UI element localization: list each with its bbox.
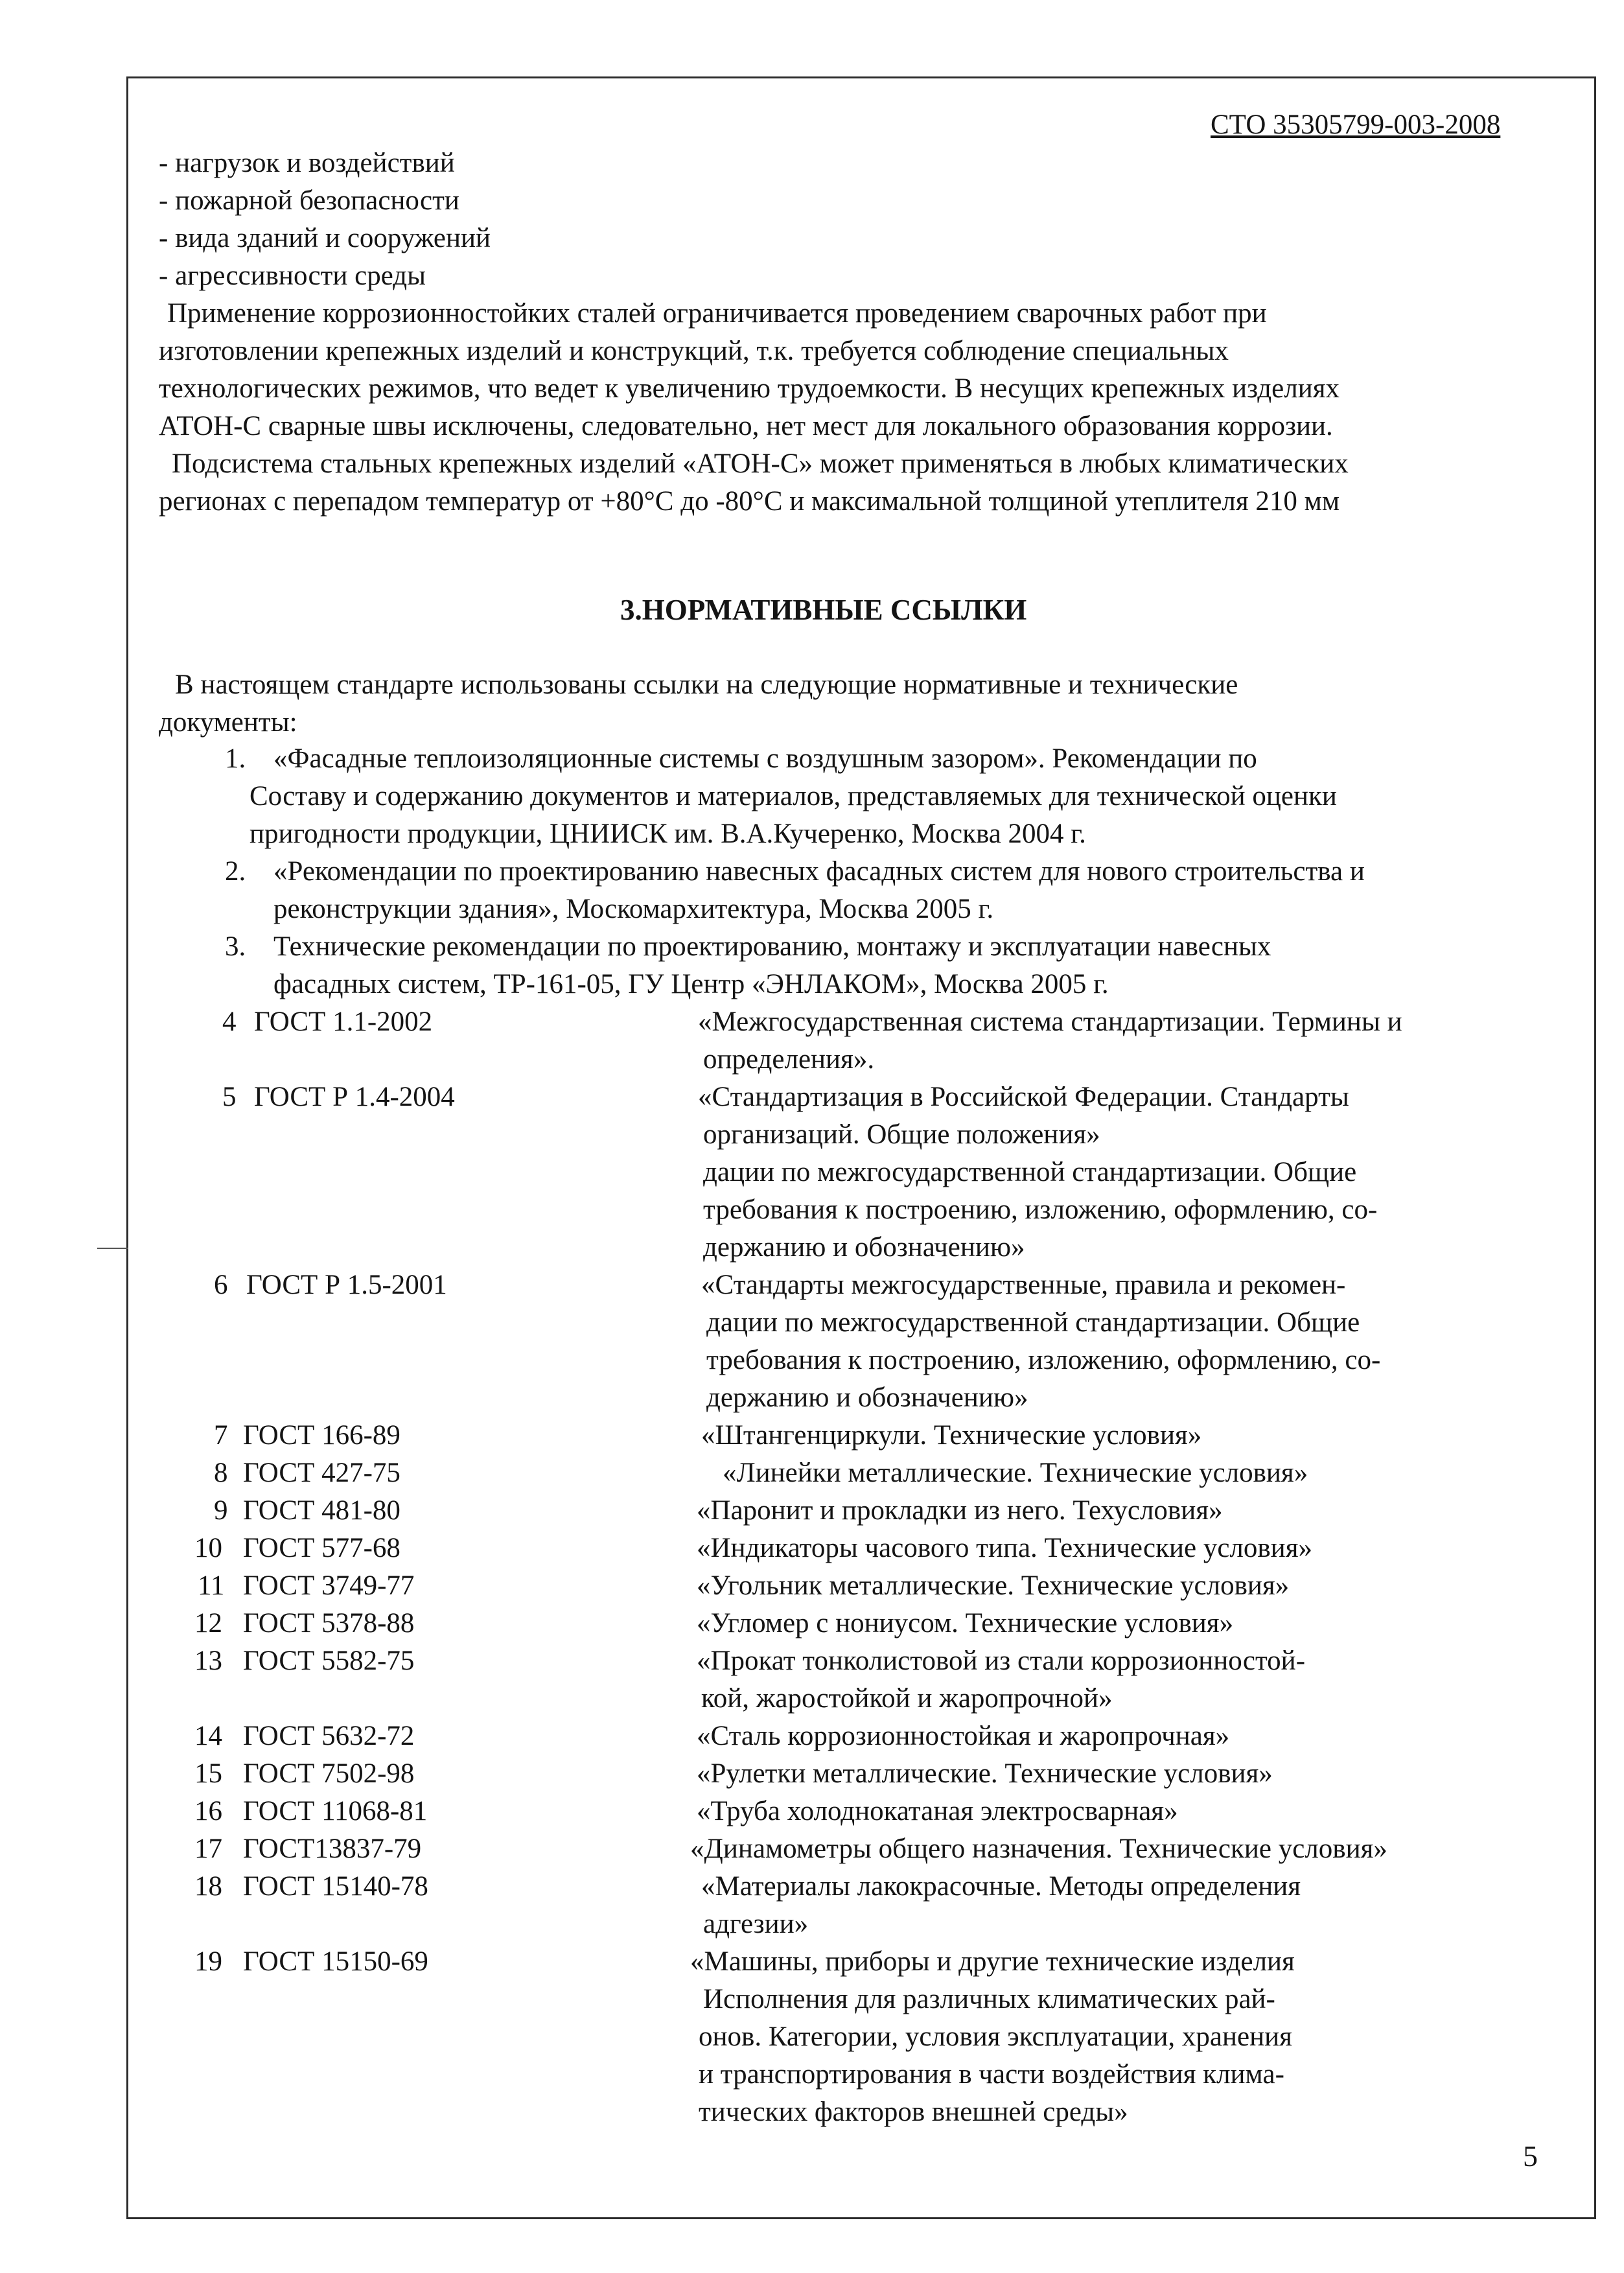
- ref-number: 17: [194, 1834, 222, 1864]
- ref-code: ГОСТ 5582-75: [243, 1646, 415, 1676]
- list-item-line: Составу и содержанию документов и материалов, представляемых для технической оценки: [249, 781, 1337, 811]
- ref-title-line: «Прокат тонколистовой из стали коррозионностой-: [697, 1646, 1306, 1676]
- ref-title-line: держанию и обозначению»: [706, 1382, 1028, 1413]
- paragraph-line: Подсистема стальных крепежных изделий «АТОН-С» может применяться в любых климатических: [172, 449, 1349, 479]
- bullet-item: - агрессивности среды: [159, 261, 426, 291]
- list-item-line: реконструкции здания», Москомархитектура, Москва 2005 г.: [273, 894, 994, 924]
- list-item-line: «Фасадные теплоизоляционные системы с воздушным зазором». Рекомендации по: [273, 743, 1257, 774]
- list-item-line: Технические рекомендации по проектированию, монтажу и эксплуатации навесных: [273, 931, 1271, 962]
- ref-title-line: «Индикаторы часового типа. Технические условия»: [697, 1533, 1312, 1563]
- ref-title-line: «Труба холоднокатаная электросварная»: [697, 1796, 1178, 1826]
- ref-number: 9: [214, 1495, 228, 1526]
- ref-number: 12: [194, 1608, 222, 1638]
- ref-number: 13: [194, 1646, 222, 1676]
- ref-title-line: «Стандартизация в Российской Федерации. Стандарты: [698, 1082, 1349, 1112]
- ref-title-line: «Линейки металлические. Технические условия»: [723, 1458, 1308, 1488]
- ref-title-line: дации по межгосударственной стандартизации. Общие: [703, 1157, 1357, 1187]
- bullet-item: - нагрузок и воздействий: [159, 148, 455, 178]
- ref-title-line: и транспортирования в части воздействия клима-: [699, 2059, 1284, 2090]
- ref-code: ГОСТ 3749-77: [243, 1570, 415, 1601]
- ref-code: ГОСТ Р 1.5-2001: [246, 1270, 447, 1300]
- ref-code: ГОСТ 5632-72: [243, 1721, 415, 1751]
- ref-code: ГОСТ 481-80: [243, 1495, 400, 1526]
- ref-number: 10: [194, 1533, 222, 1563]
- ref-number: 6: [214, 1270, 228, 1300]
- ref-title-line: держанию и обозначению»: [703, 1232, 1025, 1263]
- ref-title-line: организаций. Общие положения»: [703, 1119, 1100, 1150]
- ref-number: 7: [214, 1420, 228, 1451]
- page-number: 5: [1523, 2139, 1538, 2173]
- list-item-line: пригодности продукции, ЦНИИСК им. В.А.Кучеренко, Москва 2004 г.: [249, 819, 1086, 849]
- ref-title-line: «Паронит и прокладки из него. Техусловия»: [697, 1495, 1223, 1526]
- ref-number: 14: [194, 1721, 222, 1751]
- ref-number: 11: [198, 1570, 225, 1601]
- ref-title-line: определения».: [703, 1044, 875, 1075]
- ref-title-line: требования к построению, изложению, оформлению, со-: [703, 1195, 1378, 1225]
- list-item-line: «Рекомендации по проектированию навесных фасадных систем для нового строительства и: [273, 856, 1365, 887]
- ref-title-line: «Материалы лакокрасочные. Методы определения: [701, 1871, 1301, 1902]
- ref-code: ГОСТ 11068-81: [243, 1796, 428, 1826]
- ref-title-line: «Динамометры общего назначения. Технические условия»: [690, 1834, 1387, 1864]
- ref-code: ГОСТ Р 1.4-2004: [254, 1082, 455, 1112]
- ref-code: ГОСТ 5378-88: [243, 1608, 415, 1638]
- ref-title-line: «Стандарты межгосударственные, правила и рекомен-: [701, 1270, 1346, 1300]
- paragraph-line: технологических режимов, что ведет к увеличению трудоемкости. В несущих крепежных изделиях: [159, 373, 1340, 404]
- list-item-line: фасадных систем, ТР-161-05, ГУ Центр «ЭНЛАКОМ», Москва 2005 г.: [273, 969, 1109, 999]
- ref-code: ГОСТ 1.1-2002: [254, 1007, 433, 1037]
- paragraph-line: АТОН-С сварные швы исключены, следовательно, нет мест для локального образования коррозии.: [159, 411, 1333, 441]
- ref-title-line: адгезии»: [703, 1909, 809, 1939]
- paragraph-line: изготовлении крепежных изделий и конструкций, т.к. требуется соблюдение специальных: [159, 336, 1229, 366]
- paragraph-line: регионах с перепадом температур от +80°С до -80°С и максимальной толщиной утеплителя 210 мм: [159, 486, 1340, 517]
- bullet-item: - вида зданий и сооружений: [159, 223, 491, 253]
- ref-number: 8: [214, 1458, 228, 1488]
- ref-title-line: онов. Категории, условия эксплуатации, хранения: [699, 2022, 1292, 2052]
- ref-code: ГОСТ 15140-78: [243, 1871, 428, 1902]
- ref-number: 19: [194, 1946, 222, 1977]
- ref-title-line: «Рулетки металлические. Технические условия»: [697, 1758, 1273, 1789]
- section-heading: 3.НОРМАТИВНЫЕ ССЫЛКИ: [620, 594, 1027, 626]
- list-item-number: 3.: [225, 931, 246, 962]
- paragraph-line: Применение коррозионностойких сталей ограничивается проведением сварочных работ при: [167, 298, 1267, 329]
- ref-number: 16: [194, 1796, 222, 1826]
- ref-number: 4: [222, 1007, 237, 1037]
- ref-code: ГОСТ13837-79: [243, 1834, 422, 1864]
- ref-title-line: «Угломер с нониусом. Технические условия»: [697, 1608, 1234, 1638]
- ref-title-line: «Штангенциркули. Технические условия»: [701, 1420, 1202, 1451]
- ref-title-line: требования к построению, изложению, оформлению, со-: [706, 1345, 1381, 1375]
- ref-number: 5: [222, 1082, 237, 1112]
- ref-code: ГОСТ 166-89: [243, 1420, 400, 1451]
- ref-title-line: «Сталь коррозионностойкая и жаропрочная»: [697, 1721, 1230, 1751]
- ref-title-line: «Угольник металлические. Технические условия»: [697, 1570, 1290, 1601]
- ref-code: ГОСТ 15150-69: [243, 1946, 428, 1977]
- ref-number: 15: [194, 1758, 222, 1789]
- ref-title-line: дации по межгосударственной стандартизации. Общие: [706, 1307, 1360, 1338]
- ref-code: ГОСТ 7502-98: [243, 1758, 415, 1789]
- ref-title-line: кой, жаростойкой и жаропрочной»: [701, 1683, 1113, 1714]
- list-item-number: 2.: [225, 856, 246, 887]
- bullet-item: - пожарной безопасности: [159, 185, 459, 216]
- ref-title-line: тических факторов внешней среды»: [699, 2097, 1128, 2127]
- document-code: СТО 35305799-003-2008: [1211, 110, 1501, 140]
- intro-line: документы:: [159, 707, 297, 738]
- ref-title-line: Исполнения для различных климатических рай-: [703, 1984, 1275, 2014]
- list-item-number: 1.: [225, 743, 246, 774]
- ref-code: ГОСТ 577-68: [243, 1533, 400, 1563]
- intro-line: В настоящем стандарте использованы ссылки на следующие нормативные и технические: [175, 670, 1238, 700]
- ref-code: ГОСТ 427-75: [243, 1458, 400, 1488]
- margin-tick-mark: [97, 1248, 128, 1249]
- ref-title-line: «Межгосударственная система стандартизации. Термины и: [698, 1007, 1402, 1037]
- ref-number: 18: [194, 1871, 222, 1902]
- ref-title-line: «Машины, приборы и другие технические изделия: [690, 1946, 1295, 1977]
